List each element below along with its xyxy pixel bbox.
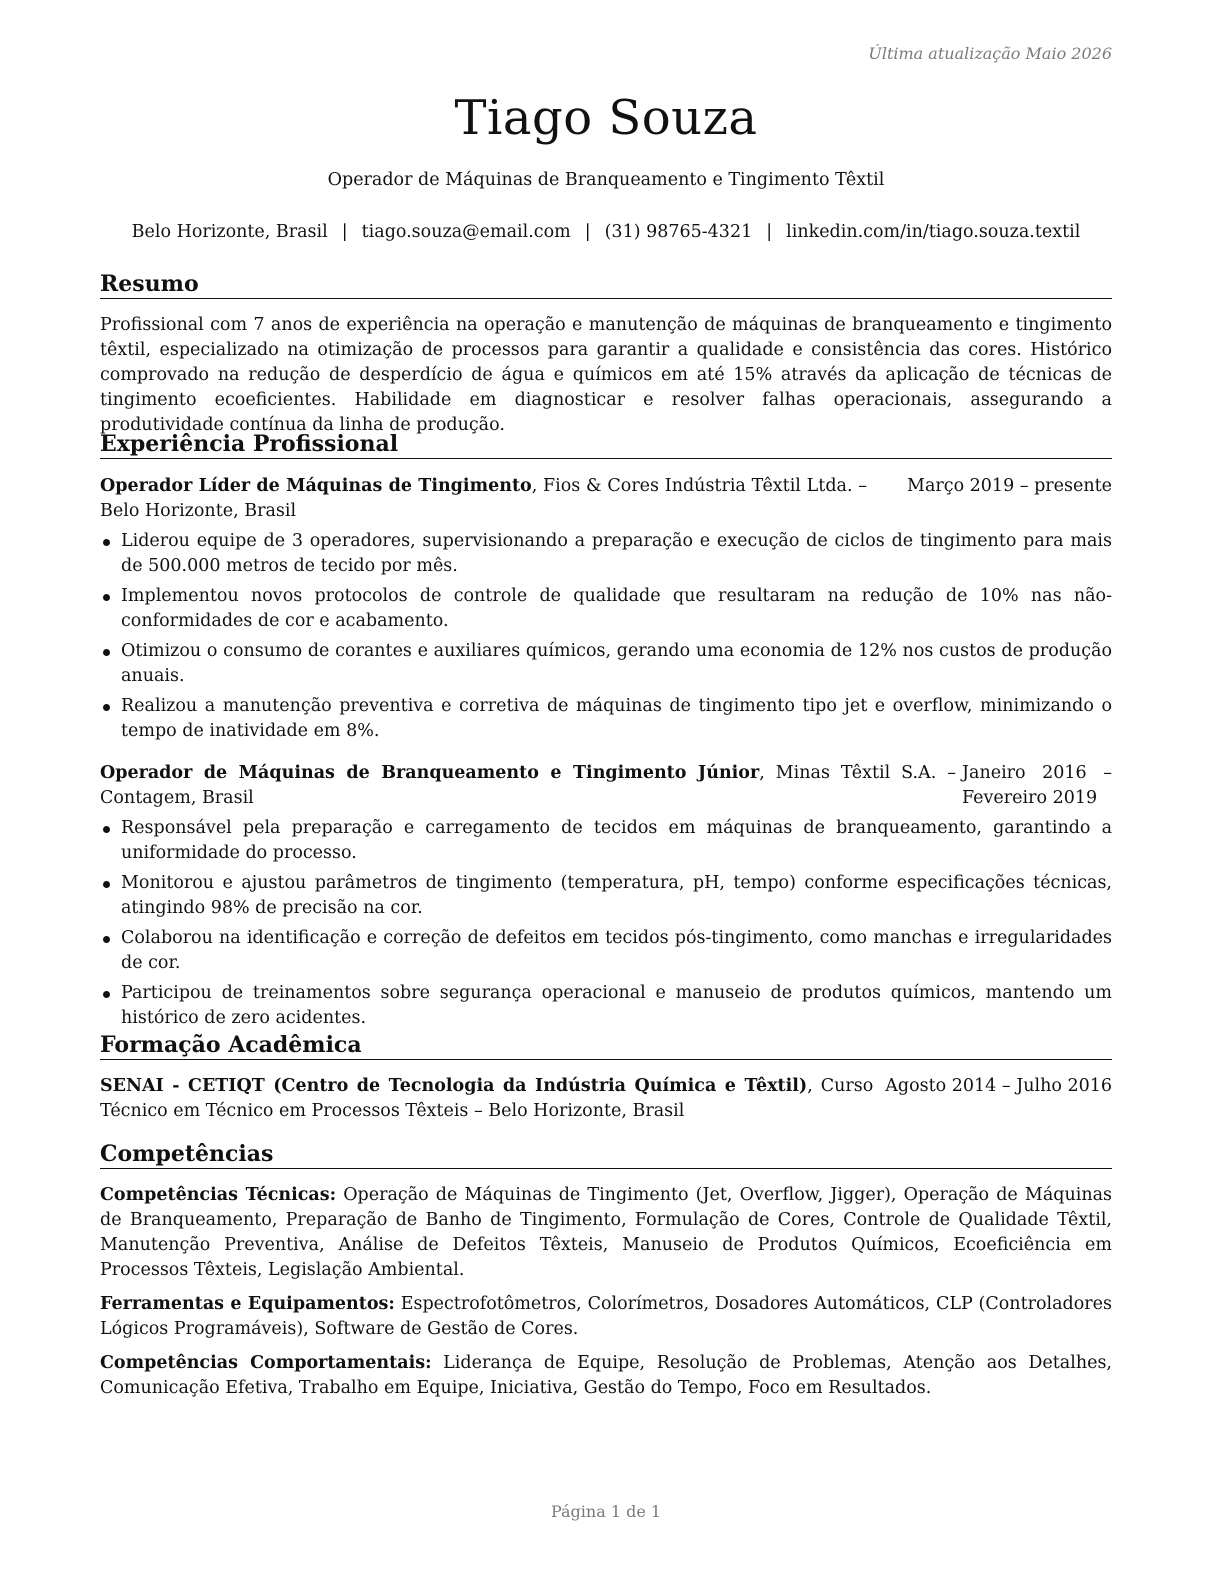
contact-line [100, 220, 1112, 244]
job-role: Operador Líder de Máquinas de Tingimento [100, 476, 532, 496]
job-bullets [100, 816, 1112, 1031]
job-role-company [100, 474, 867, 524]
contact-separator: | [341, 222, 348, 242]
skill-label: Competências Comportamentais: [100, 1353, 432, 1373]
skill-group-behavioral [100, 1351, 1112, 1401]
education-section [100, 1031, 1112, 1124]
job-dates: Janeiro 2016 – Fevereiro 2019 [962, 763, 1112, 808]
section-title-experience: Experiência Profissional [100, 430, 1112, 459]
section-title-summary: Resumo [100, 270, 1112, 299]
job-company: , Fios & Cores Indústria Têxtil Ltda. – Belo Horizonte, Brasil [100, 476, 868, 521]
experience-section [100, 430, 1112, 1036]
contact-phone[interactable]: (31) 98765-4321 [604, 222, 753, 242]
list-item: Implementou novos protocolos de controle de qualidade que resultaram na redução de 10% nas não-conformidades de cor e acabamento. [100, 584, 1112, 634]
skill-group-tools [100, 1292, 1112, 1342]
resume-page [100, 0, 1112, 1584]
job-bullets [100, 529, 1112, 744]
education-dates: Agosto 2014 – Julho 2016 [885, 1076, 1112, 1096]
summary-text: Profissional com 7 anos de experiência na operação e manutenção de máquinas de branqueamento e tingimento têxtil, especializado na otimização de processos para garantir a qualidade e consistência das cores. Histórico comprovado na redução de desperdício de água e químicos em até 15% através da aplicação de técnicas de tingimento ecoeficientes. Habilidade em diagnosticar e resolver falhas operacionais, assegurando a produtividade contínua da linha de produção. [100, 315, 1112, 435]
contact-email[interactable]: tiago.souza@email.com [361, 222, 571, 242]
job-entry [100, 474, 1112, 744]
skill-text: Espectrofotômetros, Colorímetros, Dosadores Automáticos, CLP (Controladores Lógicos Programáveis), Software de Gestão de Cores. [100, 1294, 1112, 1339]
education-entry [100, 1074, 1112, 1124]
education-institution: SENAI - CETIQT (Centro de Tecnologia da Indústria Química e Têxtil) [100, 1076, 808, 1096]
job-company: , Minas Têxtil S.A. – Contagem, Brasil [100, 763, 957, 808]
list-item: Realizou a manutenção preventiva e corretiva de máquinas de tingimento tipo jet e overflow, minimizando o tempo de inatividade em 8%. [100, 694, 1112, 744]
job-entry [100, 761, 1112, 1031]
job-header [100, 474, 1112, 524]
section-title-education: Formação Acadêmica [100, 1031, 1112, 1060]
list-item: Liderou equipe de 3 operadores, supervisionando a preparação e execução de ciclos de tingimento para mais de 500.000 metros de tecido por mês. [100, 529, 1112, 579]
contact-separator: | [584, 222, 591, 242]
section-title-skills: Competências [100, 1140, 1112, 1169]
summary-section [100, 270, 1112, 438]
skills-section [100, 1140, 1112, 1410]
education-details: , Curso Técnico em Técnico em Processos Têxteis – Belo Horizonte, Brasil [100, 1076, 874, 1121]
skill-group-technical [100, 1183, 1112, 1283]
skill-label: Ferramentas e Equipamentos: [100, 1294, 395, 1314]
skills-groups [100, 1183, 1112, 1401]
job-title: Operador de Máquinas de Branqueamento e Tingimento Têxtil [327, 170, 885, 190]
contact-separator: | [766, 222, 773, 242]
page-number: Página 1 de 1 [550, 1502, 662, 1521]
list-item: Colaborou na identificação e correção de defeitos em tecidos pós-tingimento, como manchas e irregularidades de cor. [100, 926, 1112, 976]
list-item: Monitorou e ajustou parâmetros de tingimento (temperatura, pH, tempo) conforme especificações técnicas, atingindo 98% de precisão na cor. [100, 871, 1112, 921]
list-item: Otimizou o consumo de corantes e auxiliares químicos, gerando uma economia de 12% nos custos de produção anuais. [100, 639, 1112, 689]
list-item: Participou de treinamentos sobre segurança operacional e manuseio de produtos químicos, mantendo um histórico de zero acidentes. [100, 981, 1112, 1031]
job-role-company [100, 761, 956, 811]
job-dates: Março 2019 – presente [907, 476, 1112, 496]
candidate-name: Tiago Souza [454, 90, 758, 146]
skill-text: Liderança de Equipe, Resolução de Problemas, Atenção aos Detalhes, Comunicação Efetiva, Trabalho em Equipe, Iniciativa, Gestão do Tempo, Foco em Resultados. [100, 1353, 1112, 1398]
skill-label: Competências Técnicas: [100, 1185, 337, 1205]
job-header [100, 761, 1112, 811]
job-role: Operador de Máquinas de Branqueamento e Tingimento Júnior [100, 763, 760, 783]
contact-linkedin[interactable]: linkedin.com/in/tiago.souza.textil [786, 222, 1081, 242]
contact-location: Belo Horizonte, Brasil [131, 222, 328, 242]
last-updated: Última atualização Maio 2026 [868, 44, 1112, 63]
list-item: Responsável pela preparação e carregamento de tecidos em máquinas de branqueamento, garantindo a uniformidade do processo. [100, 816, 1112, 866]
skill-text: Operação de Máquinas de Tingimento (Jet, Overflow, Jigger), Operação de Máquinas de Branqueamento, Preparação de Banho de Tingimento, Formulação de Cores, Controle de Qualidade Têxtil, Manutenção Preventiva, Análise de Defeitos Têxteis, Manuseio de Produtos Químicos, Ecoeficiência em Processos Têxteis, Legislação Ambiental. [100, 1185, 1113, 1280]
education-institution-details [100, 1074, 873, 1124]
